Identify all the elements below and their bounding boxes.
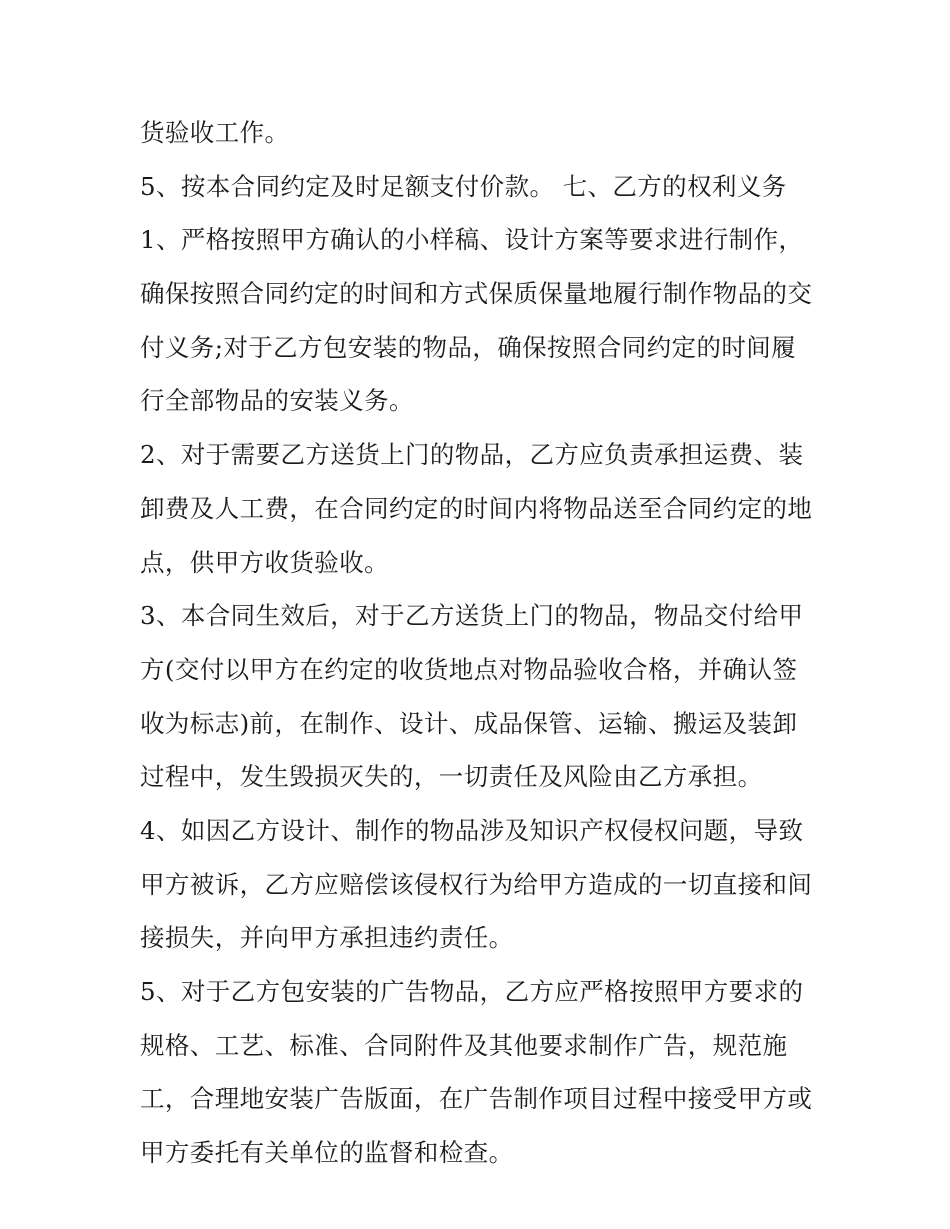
text-line: 货验收工作。 [140,118,290,147]
document-body [140,106,820,1180]
text-line: 接损失，并向甲方承担违约责任。 [140,923,514,953]
text-line: 过程中，发生毁损灭失的，一切责任及风险由乙方承担。 [140,762,763,792]
text-line: 3、本合同生效后，对于乙方送货上门的物品，物品交付给甲 [140,601,804,631]
text-line: 规格、工艺、标准、合同附件及其他要求制作广告，规范施 [140,1030,788,1060]
text-line: 行全部物品的安装义务。 [140,386,414,416]
text-line: 卸费及人工费，在合同约定的时间内将物品送至合同约定的地 [140,493,813,523]
text-line: 方(交付以甲方在约定的收货地点对物品验收合格，并确认签 [140,654,798,684]
text-line: 5、对于乙方包安装的广告物品，乙方应严格按照甲方要求的 [140,977,804,1006]
text-line: 1、严格按照甲方确认的小样稿、设计方案等要求进行制作， [140,225,804,255]
text-line: 5、按本合同约定及时足额支付价款。 七、乙方的权利义务 [140,171,787,201]
text-line: 甲方委托有关单位的监督和检查。 [140,1138,514,1168]
text-line: 2、对于需要乙方送货上门的物品，乙方应负责承担运费、装 [140,440,804,470]
text-line: 工，合理地安装广告版面，在广告制作项目过程中接受甲方或 [140,1084,813,1114]
text-line: 收为标志)前，在制作、设计、成品保管、运输、搬运及装卸 [140,708,798,738]
text-line: 4、如因乙方设计、制作的物品涉及知识产权侵权问题，导致 [140,815,804,845]
text-line: 甲方被诉，乙方应赔偿该侵权行为给甲方造成的一切直接和间 [140,869,813,899]
text-line: 付义务;对于乙方包安装的物品，确保按照合同约定的时间履 [140,332,797,362]
text-line: 点，供甲方收货验收。 [140,547,389,577]
text-line: 确保按照合同约定的时间和方式保质保量地履行制作物品的交 [140,279,813,309]
